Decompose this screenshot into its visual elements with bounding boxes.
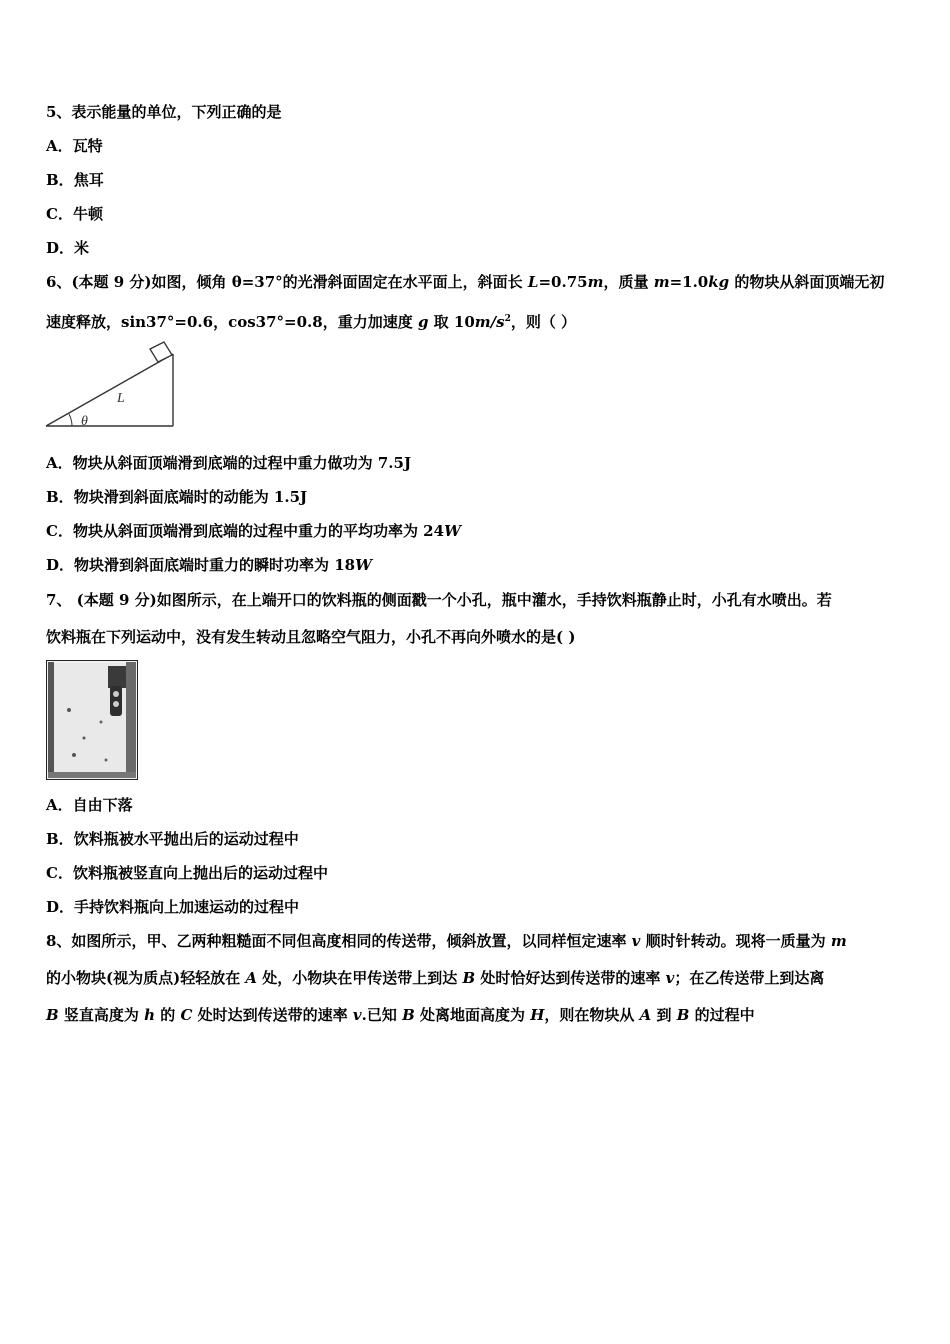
q6-option-a: [46, 453, 411, 473]
var-H: H: [530, 1006, 545, 1024]
option-text: 牛顿: [72, 205, 103, 223]
q8-text: 处离地面高度为: [414, 1006, 531, 1024]
var-m: m: [653, 273, 670, 291]
q8-text: 处时恰好达到传送带的速率: [475, 969, 666, 987]
bottle-photo: [46, 660, 138, 780]
option-text: 饮料瓶被竖直向上抛出后的运动过程中: [72, 864, 328, 882]
var-v: v: [665, 969, 675, 987]
var-C: C: [180, 1006, 193, 1024]
q6-option-d: [46, 555, 372, 575]
q6-option-b: [46, 487, 307, 507]
var-v: v: [631, 932, 641, 950]
option-label: A．: [46, 137, 73, 155]
slope-label-L: L: [117, 391, 125, 406]
option-label: B．: [46, 488, 74, 506]
speckle: [83, 737, 86, 740]
hand-shape: [108, 666, 126, 688]
q7-option-a: [46, 795, 133, 815]
unit-m: m: [587, 273, 604, 291]
var-A: A: [639, 1006, 652, 1024]
q6-score: (本题 9 分): [71, 273, 152, 291]
option-text: 物块从斜面顶端滑到底端的过程中重力做功为 7.5J: [72, 454, 412, 472]
var-B: B: [402, 1006, 415, 1024]
water-drop: [113, 691, 119, 697]
speckle: [105, 759, 108, 762]
q8-stem-line3: [46, 1005, 755, 1025]
option-label: D．: [46, 898, 75, 916]
q6-text-a: 如图，倾角 θ=37°的光滑斜面固定在水平面上，斜面长: [151, 273, 528, 291]
q6-text-e: 的物块从斜面顶端无初: [729, 273, 885, 291]
photo-right-edge: [126, 662, 136, 778]
water-drop: [113, 701, 119, 707]
photo-left-edge: [48, 662, 54, 778]
var-B: B: [676, 1006, 690, 1024]
angle-label-theta: θ: [81, 414, 88, 429]
q7-option-c: [46, 863, 328, 883]
option-text: 物块滑到斜面底端时重力的瞬时功率为 18: [74, 556, 356, 574]
option-label: C．: [46, 522, 73, 540]
q5-option-d: [46, 238, 89, 258]
option-text: 焦耳: [73, 171, 104, 189]
q6-text-g: 取 10: [428, 313, 475, 331]
q7-option-b: [46, 829, 299, 849]
angle-arc: [69, 414, 72, 426]
var-B: B: [46, 1006, 59, 1024]
var-m: m: [830, 932, 847, 950]
option-label: C．: [46, 864, 73, 882]
incline-slope: [46, 354, 173, 426]
speckle: [72, 753, 76, 757]
option-text: 物块滑到斜面底端时的动能为 1.5J: [73, 488, 308, 506]
q8-text: 的: [155, 1006, 181, 1024]
option-label: B．: [46, 171, 74, 189]
photo-bottom-edge: [48, 772, 136, 778]
speckle: [67, 708, 71, 712]
option-label: A．: [46, 454, 73, 472]
option-label: D．: [46, 239, 75, 257]
q6-text-b: =0.75: [538, 273, 588, 291]
q8-text: 竖直高度为: [58, 1006, 145, 1024]
option-text: 物块从斜面顶端滑到底端的过程中重力的平均功率为 24: [72, 522, 445, 540]
q6-number: 6、: [46, 273, 72, 291]
option-text: 米: [74, 239, 90, 257]
q8-text: 处，小物块在甲传送带上到达: [257, 969, 463, 987]
q6-text-h: ，则（ ）: [510, 313, 577, 331]
q8-stem-line1: [46, 931, 847, 951]
unit-ms: m/s: [474, 313, 505, 331]
unit-kg: kg: [708, 273, 730, 291]
option-unit: W: [355, 556, 372, 574]
option-text: 瓦特: [72, 137, 103, 155]
q6-stem-line1: [46, 272, 884, 292]
q8-text: ；在乙传送带上到达离: [674, 969, 825, 987]
q8-text: 到: [651, 1006, 677, 1024]
q7-stem-line1: 7、 (本题 9 分)如图所示，在上端开口的饮料瓶的侧面戳一个小孔，瓶中灌水，手持饮料瓶静止时，小孔有水喷出。若: [46, 591, 832, 609]
q7-stem-line2: 饮料瓶在下列运动中，没有发生转动且忽略空气阻力，小孔不再向外喷水的是( ): [46, 628, 576, 646]
option-unit: W: [444, 522, 461, 540]
option-text: 饮料瓶被水平抛出后的运动过程中: [73, 830, 299, 848]
q8-text: 的小物块(视为质点)轻轻放在: [46, 969, 246, 987]
var-g: g: [417, 313, 429, 331]
q6-option-c: [46, 521, 461, 541]
block-shape: [150, 342, 172, 362]
option-label: A．: [46, 796, 73, 814]
var-h: h: [144, 1006, 156, 1024]
q8-text: 的过程中: [689, 1006, 755, 1024]
q6-stem-line2: [46, 309, 576, 332]
q8-text: 处时达到传送带的速率: [192, 1006, 353, 1024]
option-label: C．: [46, 205, 73, 223]
var-L: L: [527, 273, 539, 291]
q7-option-d: [46, 897, 299, 917]
var-A: A: [245, 969, 258, 987]
q5-stem: 5、表示能量的单位，下列正确的是: [46, 103, 282, 121]
q6-text-f: 速度释放，sin37°=0.6，cos37°=0.8，重力加速度: [46, 313, 418, 331]
option-text: 手持饮料瓶向上加速运动的过程中: [74, 898, 300, 916]
q6-text-d: =1.0: [669, 273, 709, 291]
q8-text: ，则在物块从: [544, 1006, 640, 1024]
q5-option-a: [46, 136, 103, 156]
unit-sup: 2: [504, 314, 511, 324]
var-v: v: [352, 1006, 362, 1024]
q5-option-c: [46, 204, 103, 224]
option-text: 自由下落: [72, 796, 133, 814]
q5-option-b: [46, 170, 104, 190]
option-label: D．: [46, 556, 75, 574]
speckle: [100, 721, 103, 724]
var-B: B: [462, 969, 476, 987]
option-label: B．: [46, 830, 74, 848]
q8-text: 顺时针转动。现将一质量为: [640, 932, 831, 950]
incline-figure: [44, 340, 178, 432]
q8-text: 8、如图所示，甲、乙两种粗糙面不同但高度相同的传送带，倾斜放置，以同样恒定速率: [46, 932, 632, 950]
q8-stem-line2: [46, 968, 824, 988]
q8-text: .已知: [361, 1006, 403, 1024]
q6-text-c: ，质量: [603, 273, 654, 291]
